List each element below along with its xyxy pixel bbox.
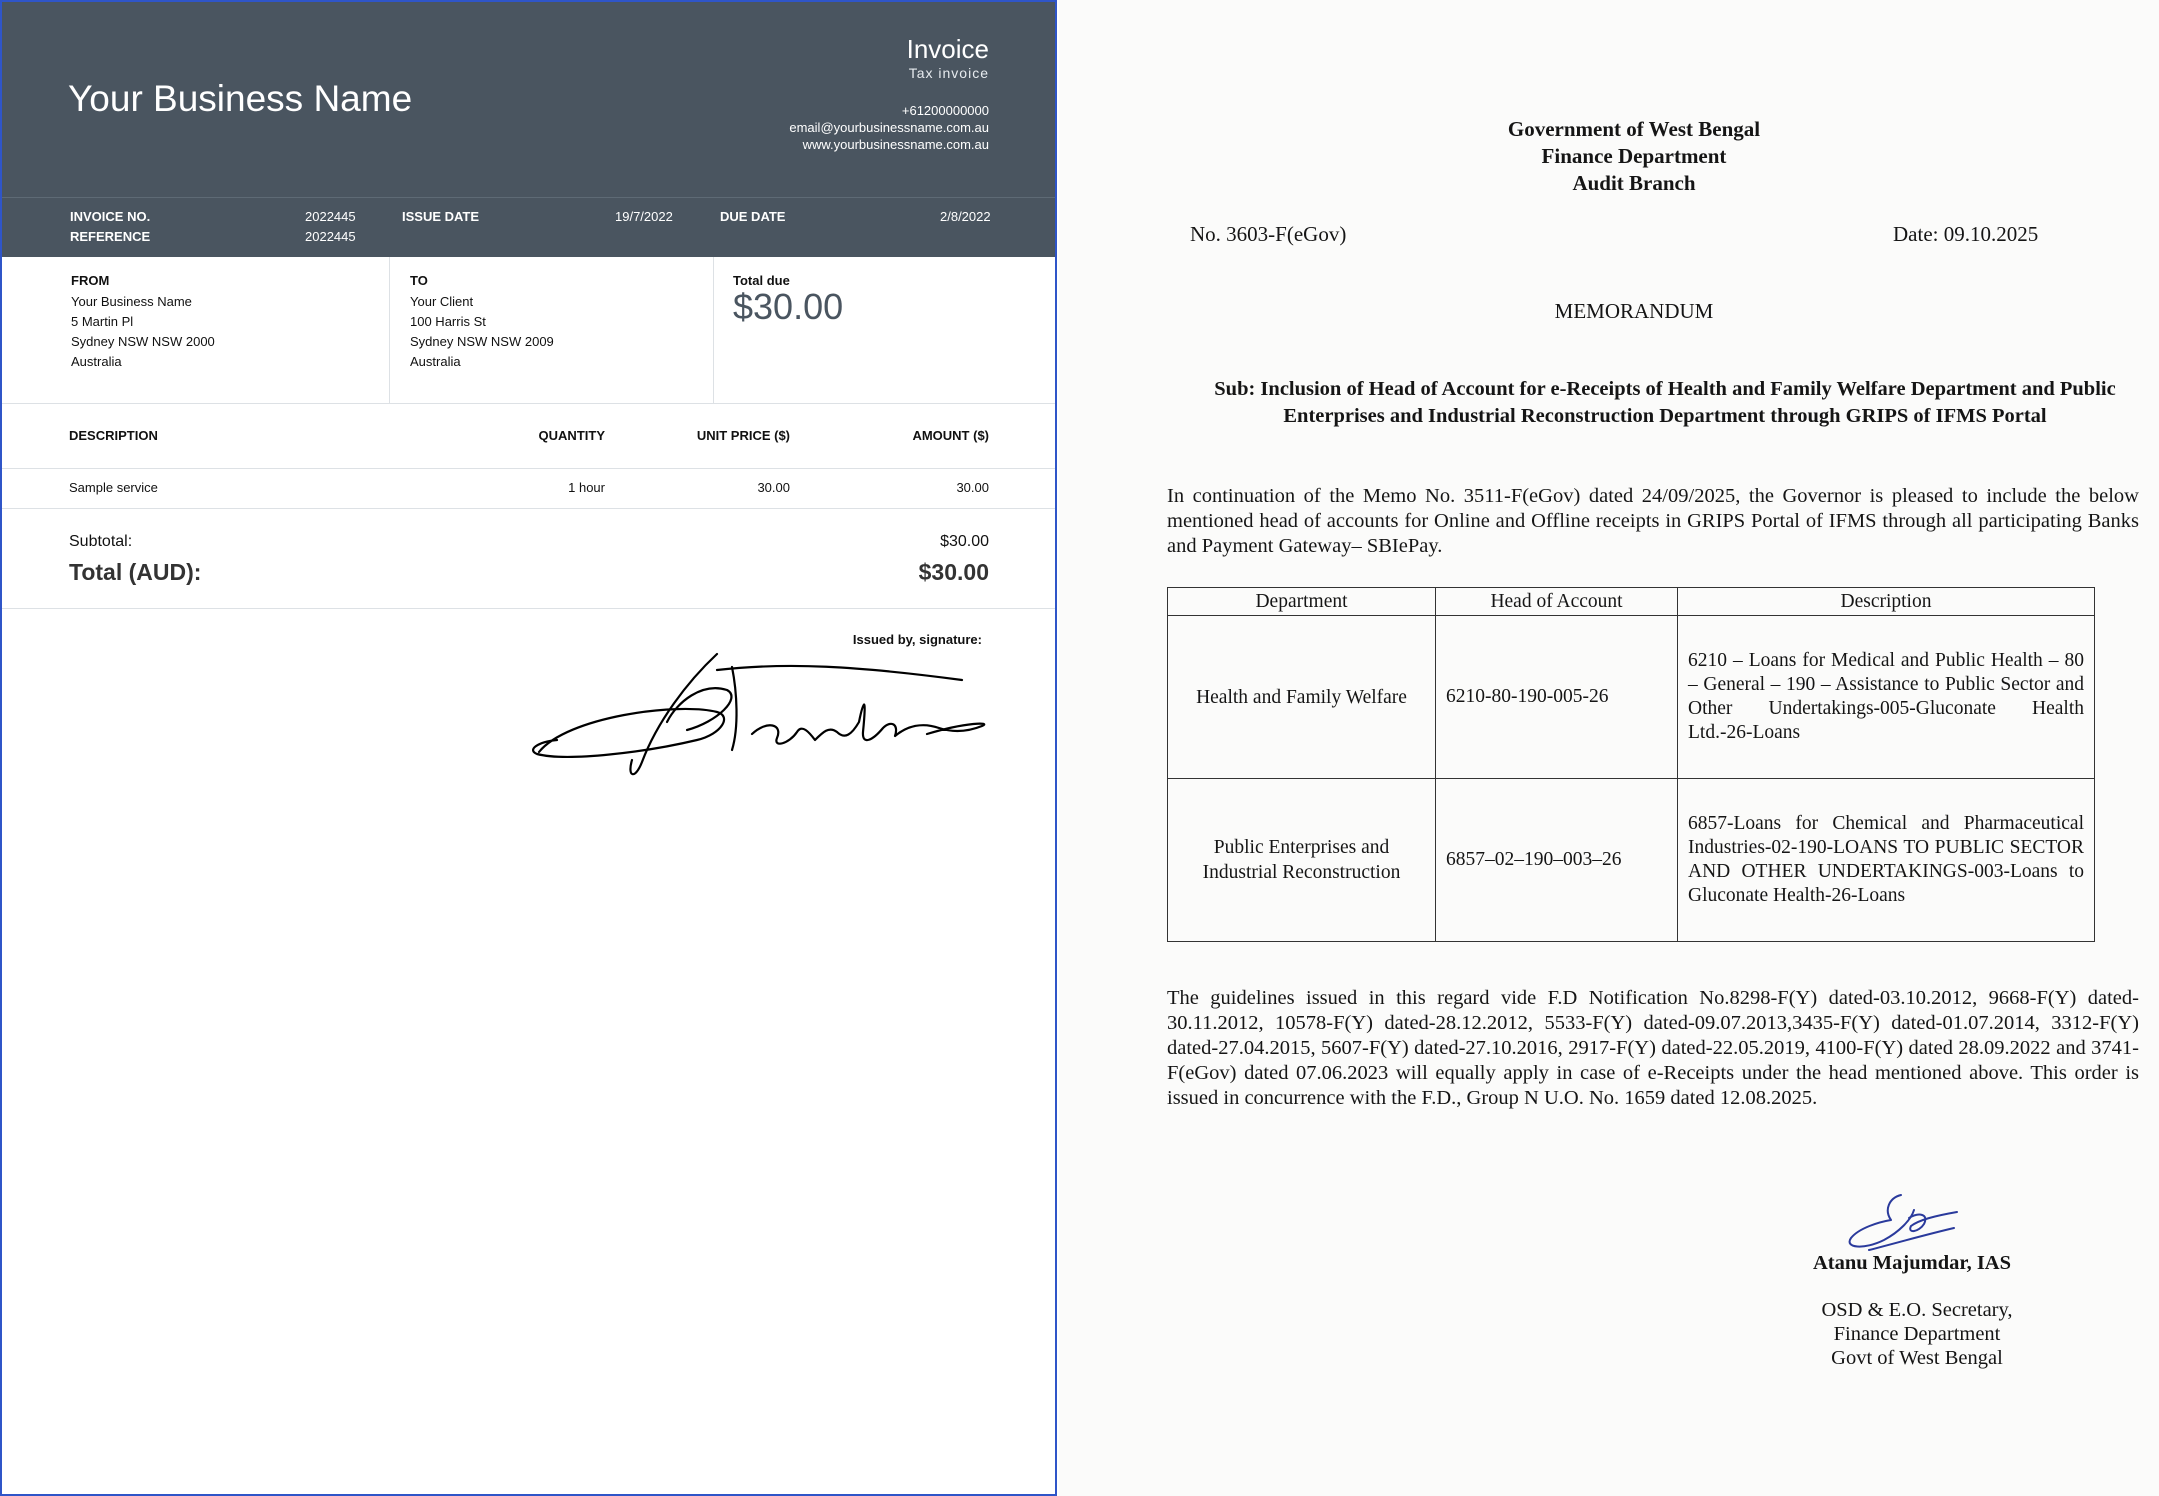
handwritten-signature — [527, 642, 997, 782]
row-amount: 30.00 — [956, 480, 989, 495]
subtotal-value: $30.00 — [940, 533, 989, 550]
from-line: Sydney NSW NSW 2000 — [71, 334, 215, 349]
cell-department: Health and Family Welfare — [1168, 616, 1436, 779]
memo-subject: Sub: Inclusion of Head of Account for e-Receipts of Health and Family Welfare Department and Public Enterprises and Industrial Reconstruction Department through GRIPS of IFMS Portal — [1214, 378, 2116, 427]
invoice-no-value: 2022445 — [305, 209, 356, 224]
memo-date: Date: 09.10.2025 — [1893, 222, 2039, 246]
table-row — [2, 469, 1055, 509]
table-row — [1168, 616, 2095, 779]
signatory-signature — [1829, 1190, 1969, 1260]
reference-value: 2022445 — [305, 229, 356, 244]
letterhead-line: Finance Department — [1541, 144, 1727, 168]
col-head-of-account: Head of Account — [1436, 588, 1678, 616]
signatory-name: Atanu Majumdar, IAS — [1813, 1252, 2012, 1274]
business-contact — [789, 102, 989, 153]
total-label: Total (AUD): — [69, 559, 202, 585]
from-line: 5 Martin Pl — [71, 314, 134, 329]
total-due-amount: $30.00 — [733, 286, 844, 327]
party-section — [2, 257, 1055, 404]
issue-date-value: 19/7/2022 — [615, 209, 673, 224]
to-block — [389, 257, 714, 404]
memo-paragraph: In continuation of the Memo No. 3511-F(eGov) dated 24/09/2025, the Governor is pleased to include the below mentioned head of accounts for Online and Offline receipts in GRIPS Portal of IFMS through all participating Banks and Payment Gateway– SBIePay. — [1167, 485, 2139, 557]
due-date-value: 2/8/2022 — [940, 209, 991, 224]
invoice-document — [0, 0, 1057, 1496]
table-row — [1168, 779, 2095, 942]
invoice-meta-bar — [2, 197, 1055, 257]
issue-date-label: ISSUE DATE — [402, 209, 480, 224]
memo-number: No. 3603-F(eGov) — [1190, 222, 1347, 246]
col-unit-price: UNIT PRICE ($) — [696, 428, 790, 443]
table-header-row — [1168, 588, 2095, 616]
designation-line: OSD & E.O. Secretary, — [1821, 1299, 2013, 1321]
due-date-label: DUE DATE — [720, 209, 786, 224]
invoice-no-label: INVOICE NO. — [70, 209, 151, 224]
cell-department: Public Enterprises and Industrial Reconstruction — [1168, 779, 1436, 942]
cell-head-of-account: 6857–02–190–003–26 — [1436, 779, 1678, 942]
cell-description: 6857-Loans for Chemical and Pharmaceutical Industries-02-190-LOANS TO PUBLIC SECTOR AND OTHER UNDERTAKINGS-003-Loans to Gluconate Health-26-Loans — [1678, 779, 2095, 942]
col-amount: AMOUNT ($) — [912, 428, 989, 443]
business-email: email@yourbusinessname.com.au — [789, 120, 989, 135]
invoice-header — [2, 2, 1055, 197]
to-label: TO — [410, 273, 428, 288]
to-line: Your Client — [410, 294, 474, 309]
business-phone: +61200000000 — [901, 103, 989, 118]
from-line: Your Business Name — [71, 294, 192, 309]
invoice-subtitle: Tax invoice — [908, 65, 989, 81]
memo-letterhead — [1059, 116, 2159, 197]
from-label: FROM — [71, 273, 110, 288]
to-line: 100 Harris St — [410, 314, 486, 329]
memo-paragraph: The guidelines issued in this regard vide F.D Notification No.8298-F(Y) dated-03.10.2012, 9668-F(Y) dated-30.11.2012, 10578-F(Y) dated-28.12.2012, 5533-F(Y) dated-09.07.2013,3435-F(Y) dated-01.07.2014, 3312-F(Y) dated-27.04.2015, 5607-F(Y) dated-27.10.2016, 2917-F(Y) dated-22.05.2019, 4100-F(Y) dated 28.09.2022 and 3741-F(eGov) dated 07.06.2023 will equally apply in case of e-Receipts under the head mentioned above. This order is issued in concurrence with the F.D., Group N U.O. No. 1659 dated 12.08.2025. — [1167, 987, 2139, 1109]
signatory-designation — [1805, 1298, 2029, 1370]
subtotal-label: Subtotal: — [69, 533, 133, 550]
col-quantity: QUANTITY — [538, 428, 605, 443]
row-quantity: 1 hour — [568, 480, 605, 495]
table-header — [2, 404, 1055, 469]
total-due-block — [713, 257, 1057, 404]
reference-label: REFERENCE — [70, 229, 151, 244]
to-line: Australia — [410, 354, 461, 369]
head-of-account-table — [1167, 587, 2095, 942]
row-unit-price: 30.00 — [757, 480, 790, 495]
memorandum-document — [1059, 0, 2159, 1496]
business-website: www.yourbusinessname.com.au — [802, 137, 989, 152]
col-description: DESCRIPTION — [69, 428, 158, 443]
issued-by-label: Issued by, signature: — [852, 632, 982, 647]
cell-head-of-account: 6210-80-190-005-26 — [1436, 616, 1678, 779]
col-department: Department — [1168, 588, 1436, 616]
total-value: $30.00 — [918, 559, 989, 585]
designation-line: Finance Department — [1833, 1323, 2001, 1345]
totals-section — [2, 509, 1055, 609]
from-block — [71, 257, 391, 404]
letterhead-line: Government of West Bengal — [1507, 117, 1761, 141]
total-due-label: Total due — [733, 273, 790, 288]
memo-title: MEMORANDUM — [1554, 299, 1714, 323]
designation-line: Govt of West Bengal — [1831, 1347, 2003, 1369]
cell-description: 6210 – Loans for Medical and Public Health – 80 – General – 190 – Assistance to Public Sector and Other Undertakings-005-Gluconate Health Ltd.-26-Loans — [1678, 616, 2095, 779]
business-name: Your Business Name — [68, 78, 413, 119]
col-description: Description — [1678, 588, 2095, 616]
row-description: Sample service — [69, 480, 158, 495]
to-line: Sydney NSW NSW 2009 — [410, 334, 554, 349]
invoice-title: Invoice — [906, 34, 989, 64]
from-line: Australia — [71, 354, 122, 369]
letterhead-line: Audit Branch — [1572, 171, 1696, 195]
